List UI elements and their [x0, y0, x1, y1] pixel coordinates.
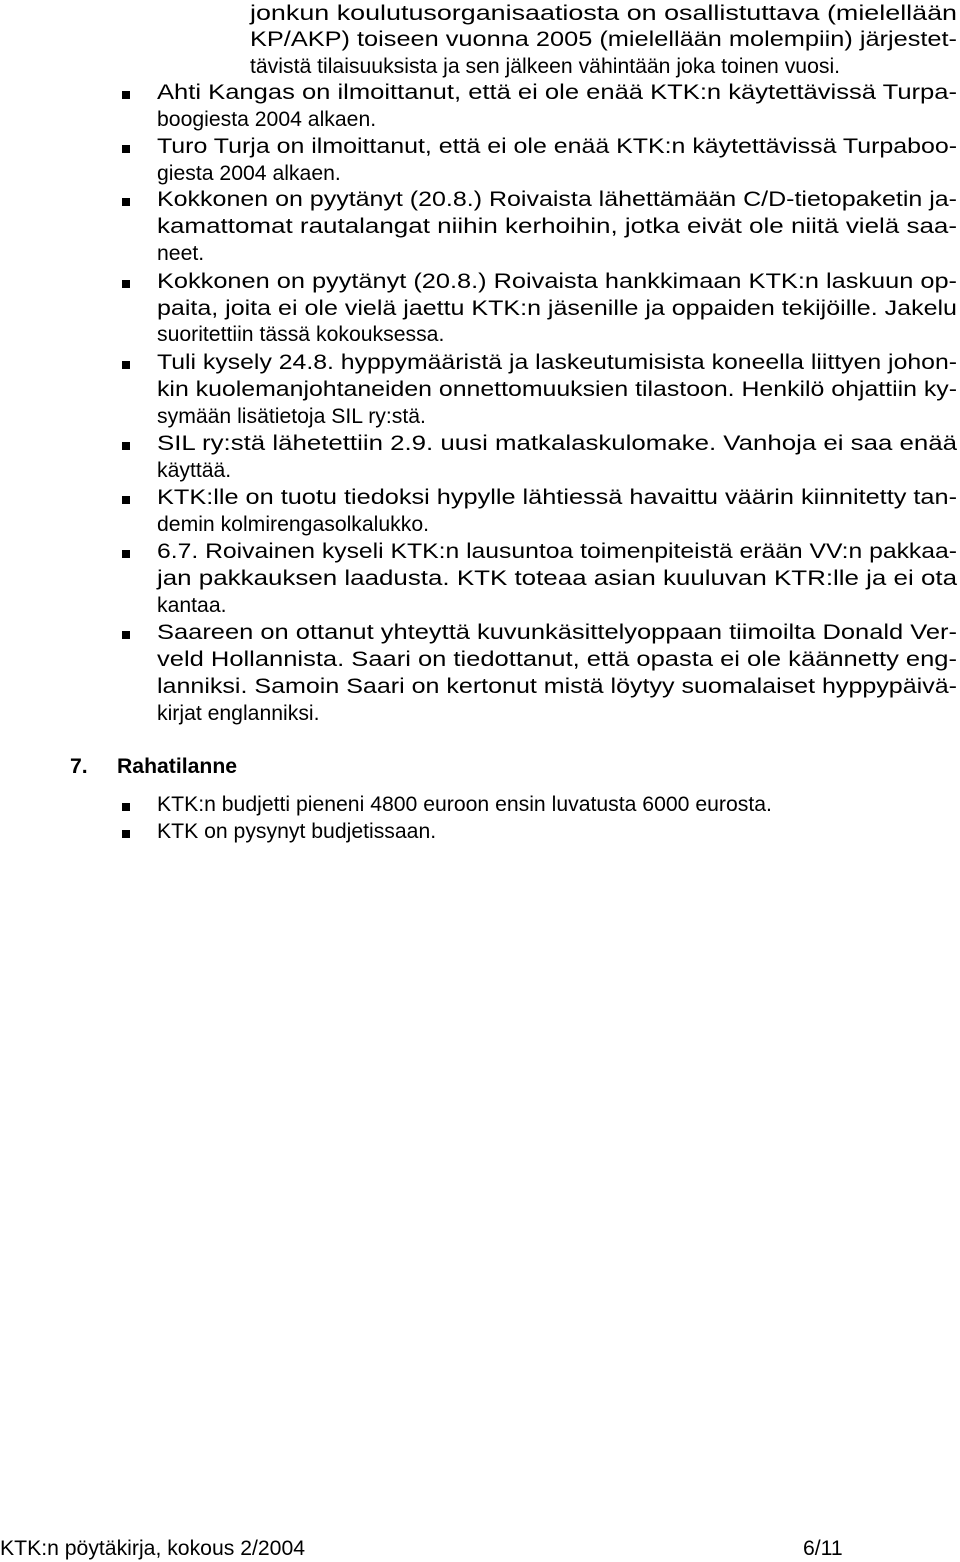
bullet-icon [122, 803, 130, 811]
bullet-icon [122, 496, 130, 504]
text-line: KTK:n budjetti pieneni 4800 euroon ensin luvatusta 6000 eurosta. [157, 793, 772, 816]
footer-page-number: 6/11 [803, 1537, 843, 1560]
bullet-icon [122, 361, 130, 369]
footer-document-title: KTK:n pöytäkirja, kokous 2/2004 [0, 1537, 306, 1560]
bullet-icon [122, 830, 130, 838]
text-line: KTK:lle on tuotu tiedoksi hypylle lähtiessä havaittu väärin kiinnitetty tan- [157, 486, 957, 509]
text-line: jonkun koulutusorganisaatiosta on osallistuttava (mielellään [250, 2, 957, 25]
text-line: jan pakkauksen laadusta. KTK toteaa asian kuuluvan KTR:lle ja ei ota [157, 567, 957, 590]
bullet-icon [122, 631, 130, 639]
text-line: suoritettiin tässä kokouksessa. [157, 323, 445, 346]
text-line: kin kuolemanjohtaneiden onnettomuuksien tilastoon. Henkilö ohjattiin ky- [157, 378, 957, 401]
bullet-icon [122, 442, 130, 450]
bullet-icon [122, 145, 130, 153]
text-line: käyttää. [157, 459, 232, 482]
text-line: Kokkonen on pyytänyt (20.8.) Roivaista hankkimaan KTK:n laskuun op- [157, 270, 957, 293]
text-line: boogiesta 2004 alkaen. [157, 108, 377, 131]
text-line: KP/AKP) toiseen vuonna 2005 (mielellään molempiin) järjestet- [250, 28, 957, 51]
text-line: SIL ry:stä lähetettiin 2.9. uusi matkalaskulomake. Vanhoja ei saa enää [157, 432, 957, 455]
text-line: Ahti Kangas on ilmoittanut, että ei ole enää KTK:n käytettävissä Turpa- [157, 81, 957, 104]
text-line: symään lisätietoja SIL ry:stä. [157, 405, 426, 428]
text-line: KTK on pysynyt budjetissaan. [157, 820, 437, 843]
bullet-icon [122, 91, 130, 99]
text-line: Kokkonen on pyytänyt (20.8.) Roivaista lähettämään C/D-tietopaketin ja- [157, 188, 957, 211]
text-line: Saareen on ottanut yhteyttä kuvunkäsittelyoppaan tiimoilta Donald Ver- [157, 621, 957, 644]
text-line: kirjat englanniksi. [157, 702, 320, 725]
text-line: giesta 2004 alkaen. [157, 162, 341, 185]
text-line: Tuli kysely 24.8. hyppymääristä ja laskeutumisista koneella liittyen johon- [157, 351, 957, 374]
text-line: tävistä tilaisuuksista ja sen jälkeen vähintään joka toinen vuosi. [250, 55, 841, 78]
bullet-icon [122, 198, 130, 206]
text-line: kantaa. [157, 594, 227, 617]
section-title: Rahatilanne [117, 755, 238, 778]
text-line: veld Hollannista. Saari on tiedottanut, että opasta ei ole käännetty eng- [157, 648, 957, 671]
text-line: lanniksi. Samoin Saari on kertonut mistä löytyy suomalaiset hyppypäivä- [157, 675, 957, 698]
bullet-icon [122, 280, 130, 288]
text-line: Turo Turja on ilmoittanut, että ei ole enää KTK:n käytettävissä Turpaboo- [157, 135, 957, 158]
text-line: paita, joita ei ole vielä jaettu KTK:n jäsenille ja oppaiden tekijöille. Jakelu [157, 297, 957, 320]
text-line: demin kolmirengasolkalukko. [157, 513, 430, 536]
section-number: 7. [70, 755, 88, 778]
text-line: 6.7. Roivainen kyseli KTK:n lausuntoa toimenpiteistä erään VV:n pakkaa- [157, 540, 957, 563]
bullet-icon [122, 550, 130, 558]
text-line: neet. [157, 242, 205, 265]
text-line: kamattomat rautalangat niihin kerhoihin, jotka eivät ole niitä vielä saa- [157, 215, 957, 238]
